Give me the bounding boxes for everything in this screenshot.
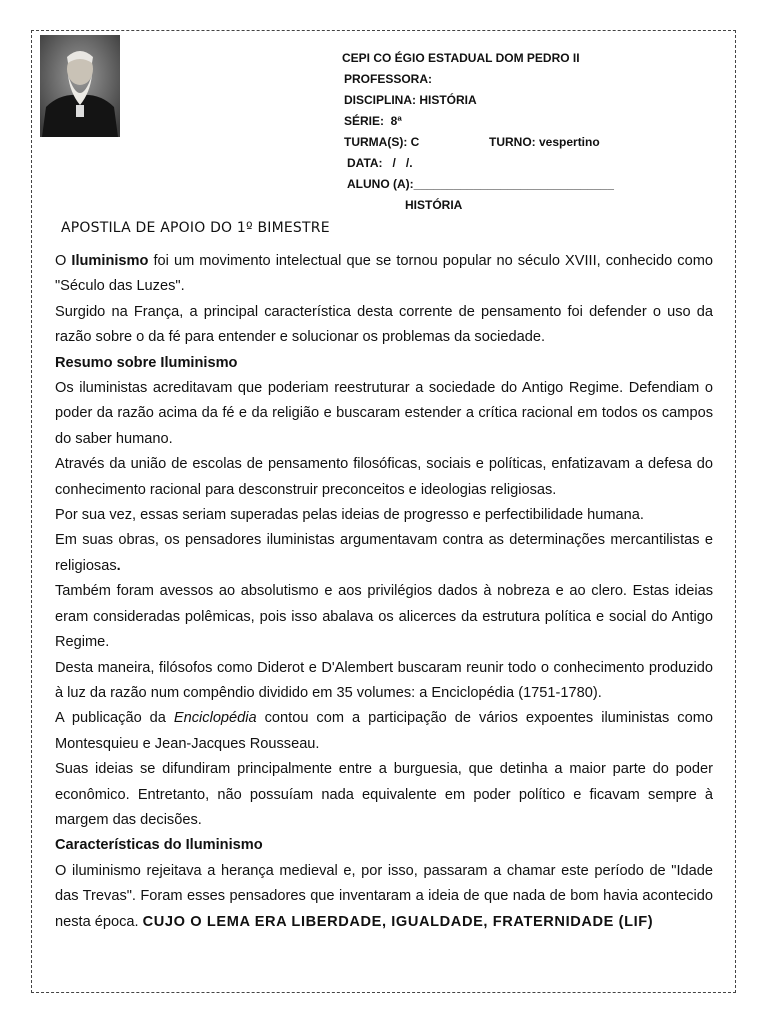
- school-name: CEPI CO ÉGIO ESTADUAL DOM PEDRO II: [342, 51, 580, 65]
- term-iluminismo: Iluminismo: [71, 253, 149, 269]
- lema-text: CUJO O LEMA ERA LIBERDADE, IGUALDADE, FRATERNIDADE (LIF): [142, 913, 654, 930]
- serie-field: SÉRIE: 8ª: [344, 114, 402, 128]
- paragraph: Também foram avessos ao absolutismo e aos privilégios dados à nobreza e ao clero. Estas ideias eram consideradas polêmicas, pois isso abalava os alicerces da estrutura política e social do Antigo Regime.: [55, 583, 713, 651]
- text-span: O iluminismo rejeitava a herança medieval e, por isso, passaram a chamar este período de "Idade das Trevas". Foram esses pensadores que inventaram a ideia de que nada de bom havia acontecido nesta época.: [55, 862, 713, 930]
- paragraph: Por sua vez, essas seriam superadas pelas ideias de progresso e perfectibilidade humana.: [55, 507, 644, 524]
- turma-field: TURMA(S): C: [344, 135, 420, 149]
- paragraph: Desta maneira, filósofos como Diderot e D'Alembert buscaram reunir todo o conhecimento produzido à luz da razão num compêndio dividido em 35 volumes: a Enciclopédia (1751-1780).: [55, 659, 713, 701]
- section-heading: Resumo sobre Iluminismo: [55, 354, 238, 371]
- text-span: Em suas obras, os pensadores iluministas argumentavam contra as determinações mercantilistas e religiosas: [55, 532, 713, 574]
- text-span: A publicação da: [55, 710, 174, 727]
- paragraph: Os iluministas acreditavam que poderiam reestruturar a sociedade do Antigo Regime. Defendiam o poder da razão acima da fé e da religião e buscaram estender a crítica racional em todos os campos do saber humano.: [55, 380, 713, 447]
- paragraph: Surgido na França, a principal característica desta corrente de pensamento foi defender o uso da razão sobre o da fé para entender e solucionar os problemas da sociedade.: [55, 303, 713, 346]
- professora-field: PROFESSORA:: [344, 72, 433, 86]
- paragraph: [55, 706, 713, 757]
- text-span: contou com a participação de vários expoentes iluministas como Montesquieu e Jean-Jacques Rousseau.: [55, 710, 713, 752]
- text-span: .: [116, 557, 121, 574]
- paragraph: Suas ideias se difundiram principalmente entre a burguesia, que detinha a maior parte do poder econômico. Entretanto, não possuíam nada equivalente em poder político e ficavam sempre à margem das decisões.: [55, 761, 713, 828]
- document-body: [55, 249, 713, 935]
- turno-field: TURNO: vespertino: [489, 135, 600, 149]
- subject-label: HISTÓRIA: [405, 198, 463, 212]
- section-heading: Características do Iluminismo: [55, 837, 263, 854]
- aluno-field: ALUNO (A):______________________________: [347, 177, 614, 191]
- paragraph: [55, 528, 713, 579]
- paragraph: [55, 859, 713, 935]
- portrait-photo: [40, 35, 120, 137]
- text-span: O: [55, 253, 72, 269]
- apostila-title: APOSTILA DE APOIO DO 1º BIMESTRE: [61, 220, 330, 236]
- data-field: DATA: / /.: [347, 156, 413, 170]
- paragraph: Através da união de escolas de pensamento filosóficas, sociais e políticas, enfatizavam a defesa do conhecimento racional para desconstruir preconceitos e ideologias religiosas.: [55, 456, 713, 498]
- text-span: foi um movimento intelectual que se tornou popular no século XVIII, conhecido como "Século das Luzes".: [55, 253, 713, 295]
- disciplina-field: DISCIPLINA: HISTÓRIA: [344, 93, 477, 107]
- paragraph: [55, 249, 713, 300]
- term-enciclopedia: Enciclopédia: [173, 710, 257, 727]
